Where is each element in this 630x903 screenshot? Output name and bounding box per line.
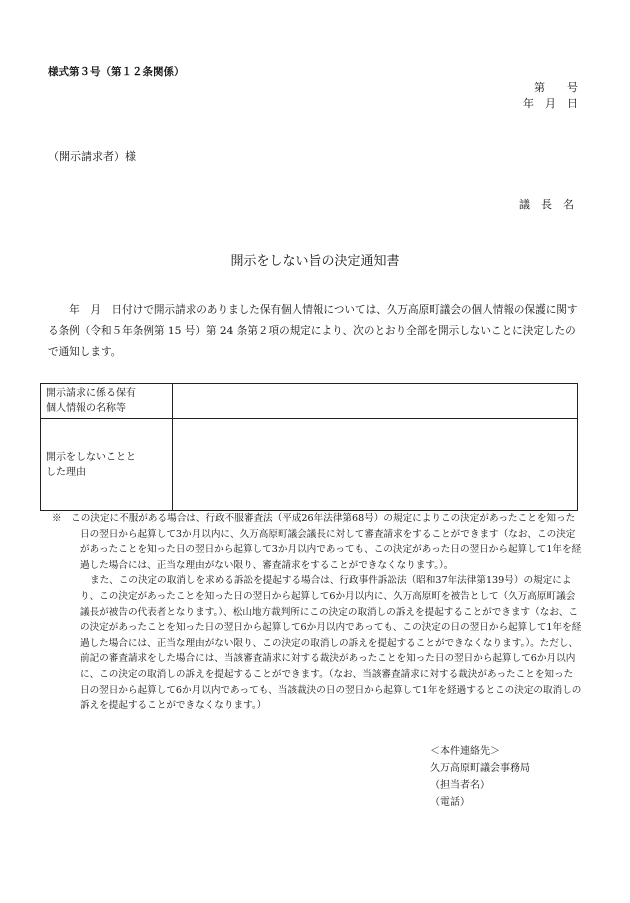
recipient-name: （開示請求者）様 — [48, 150, 136, 163]
document-number-block — [523, 80, 578, 112]
contact-office: 久万高原町議会事務局 — [430, 763, 530, 774]
table-value-info-name — [173, 384, 578, 419]
note-lawsuit: また、この決定の取消しを求める訴訟を提起する場合は、行政事件訴訟法（昭和37年法律第139号）の規定により、この決定があったことを知った日の翌日から起算して6か月以内に、久万高原町を被告として（久万高原町議会議長が被告の代表者となります。）、松山地方裁判所にこの決定の取消しの訴えを提起することができます（なお、この決定があったことを知った日の翌日から起算して6か月以内であっても、この決定の日の翌日から起算して1年を経過した場合には、正当な理由がない限り、この決定の取消しの訴えを提起することができなくなります。）。ただし、前記の審査請求をした場合には、当該審査請求に対する裁決があったことを知った日の翌日から起算して6か月以内に、この決定の取消しの訴えを提起することができます。（なお、当該審査請求に対する裁決があったことを知った日の翌日から起算して6か月以内であっても、当該裁決の日の翌日から起算して1年を経過するとこの決定の取消しの訴えを提起することができなくなります。） — [80, 575, 582, 712]
form-number-label: 様式第３号（第１２条関係） — [48, 66, 185, 78]
document-title: 開示をしない旨の決定通知書 — [230, 254, 400, 269]
table-label-info-name — [41, 384, 173, 419]
contact-block — [430, 743, 530, 811]
label-line: 個人情報の名称等 — [46, 403, 126, 414]
document-date: 年 月 日 — [523, 97, 578, 110]
table-row-info-name — [41, 384, 578, 419]
document-number: 第 号 — [534, 81, 578, 94]
table-value-reason — [173, 419, 578, 511]
note-administrative-appeal: ※ この決定に不服がある場合は、行政不服審査法（平成26年法律第68号）の規定によりこの決定があったことを知った日の翌日から起算して3か月以内に、久万高原町議会議長に対して審査請求をすることができます（なお、この決定があったことを知った日の翌日から起算して3か月以内であっても、この決定があった日の翌日から起算して1年を経過した場合には、正当な理由がない限り、審査請求をすることができなくなります。）。 — [52, 513, 582, 571]
contact-heading: ＜本件連絡先＞ — [430, 746, 500, 757]
appeal-notes — [52, 511, 582, 714]
contact-person: （担当者名） — [430, 780, 490, 791]
label-line: 開示請求に係る保有 — [46, 388, 136, 399]
label-line: 開示をしないことと — [46, 451, 136, 463]
table-row-reason — [41, 419, 578, 511]
notice-body: 年 月 日付けで開示請求のありました保有個人情報については、久万高原町議会の個人情報の保護に関する条例（令和５年条例第 15 号）第 24 条第２項の規定により、次のとおり全部を開示しないことに決定したので通知します。 — [48, 304, 578, 358]
contact-phone: （電話） — [430, 797, 470, 808]
sender-name: 議 長 名 — [519, 198, 574, 211]
information-table — [40, 383, 578, 511]
table-label-reason — [41, 419, 173, 511]
label-line: した理由 — [46, 466, 86, 478]
